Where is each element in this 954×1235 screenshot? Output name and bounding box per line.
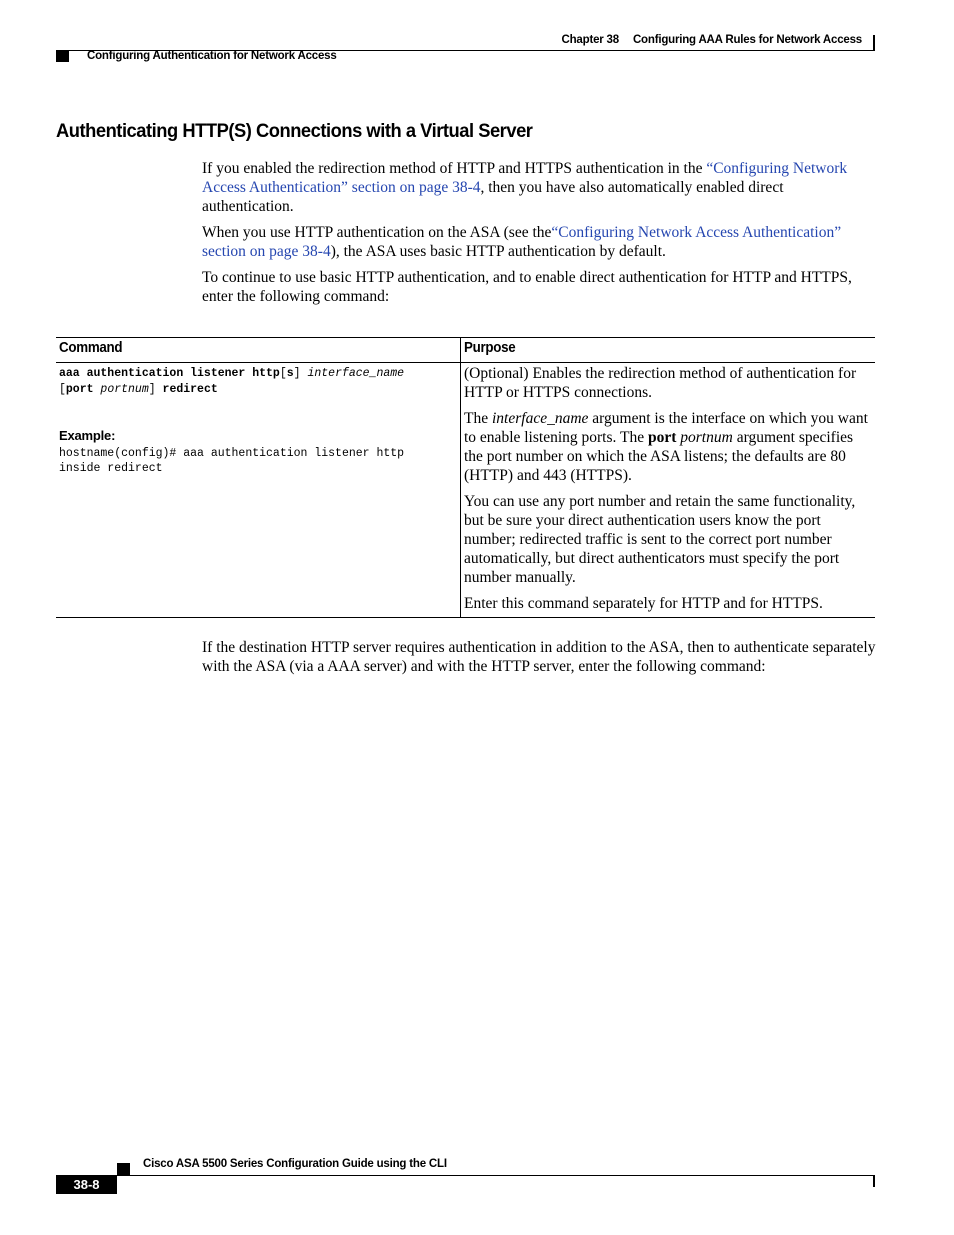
chapter-number: Chapter 38 (561, 34, 619, 46)
running-header (562, 34, 863, 46)
intro-paragraph-1: If you enabled the redirection method of HTTP and HTTPS authentication in the “Configuring Network Access Authentication” section on page 38-4, then you have also automatically enabled direct authentication. (202, 160, 848, 215)
header-marker (56, 50, 69, 62)
purpose-description (464, 364, 874, 620)
intro-paragraph-2: When you use HTTP authentication on the ASA (see the“Configuring Network Access Authentication” section on page 38-4), the ASA uses basic HTTP authentication by default. (202, 224, 842, 260)
page-title: Authenticating HTTP(S) Connections with a Virtual Server (56, 120, 533, 142)
purpose-paragraph-1: (Optional) Enables the redirection method of authentication for HTTP or HTTPS connections. (464, 365, 857, 401)
footer-rule (117, 1175, 874, 1176)
example-code: hostname(config)# aaa authentication listener http inside redirect (59, 447, 405, 475)
cross-reference-link[interactable]: “Configuring Network Access Authentication” section on page 38-4 (202, 224, 842, 260)
purpose-paragraph-2: The interface_name argument is the interface on which you want to enable listening ports. The port portnum argument specifies the port number on which the ASA listens; the defaults are 80 (HTTP) and 443 (HTTPS). (464, 410, 868, 484)
intro-paragraph-3: To continue to use basic HTTP authentication, and to enable direct authentication for HTTP and HTTPS, enter the following command: (202, 269, 852, 305)
footer-guide-title: Cisco ASA 5500 Series Configuration Guide using the CLI (143, 1158, 447, 1170)
purpose-paragraph-4: Enter this command separately for HTTP and for HTTPS. (464, 595, 823, 612)
footer-bar (873, 1175, 875, 1187)
after-table-paragraph: If the destination HTTP server requires authentication in addition to the ASA, then to authenticate separately with the ASA (via a AAA server) and with the HTTP server, enter the following command: (202, 639, 876, 675)
chapter-title: Configuring AAA Rules for Network Access (632, 34, 862, 46)
footer-marker (117, 1163, 130, 1175)
purpose-paragraph-3: You can use any port number and retain the same functionality, but be sure your direct authentication users know the port number; redirected traffic is sent to the correct port number automatically, but direct authenticators must specify the port number manually. (464, 493, 856, 586)
table-column-divider (460, 337, 461, 617)
table-header-rule (56, 362, 875, 363)
intro-text (202, 159, 877, 313)
header-bar (873, 35, 875, 51)
after-table-text (202, 638, 877, 683)
column-header-command: Command (59, 340, 123, 356)
page-number: 38-8 (56, 1175, 117, 1194)
column-header-purpose: Purpose (464, 340, 516, 356)
section-header: Configuring Authentication for Network Access (87, 50, 337, 62)
example-label: Example: (59, 428, 116, 443)
cross-reference-link[interactable]: “Configuring Network Access Authentication” section on page 38-4 (202, 160, 848, 196)
table-top-rule (56, 337, 875, 338)
command-syntax: aaa authentication listener http[s] interface_name [port portnum] redirect (59, 367, 405, 396)
